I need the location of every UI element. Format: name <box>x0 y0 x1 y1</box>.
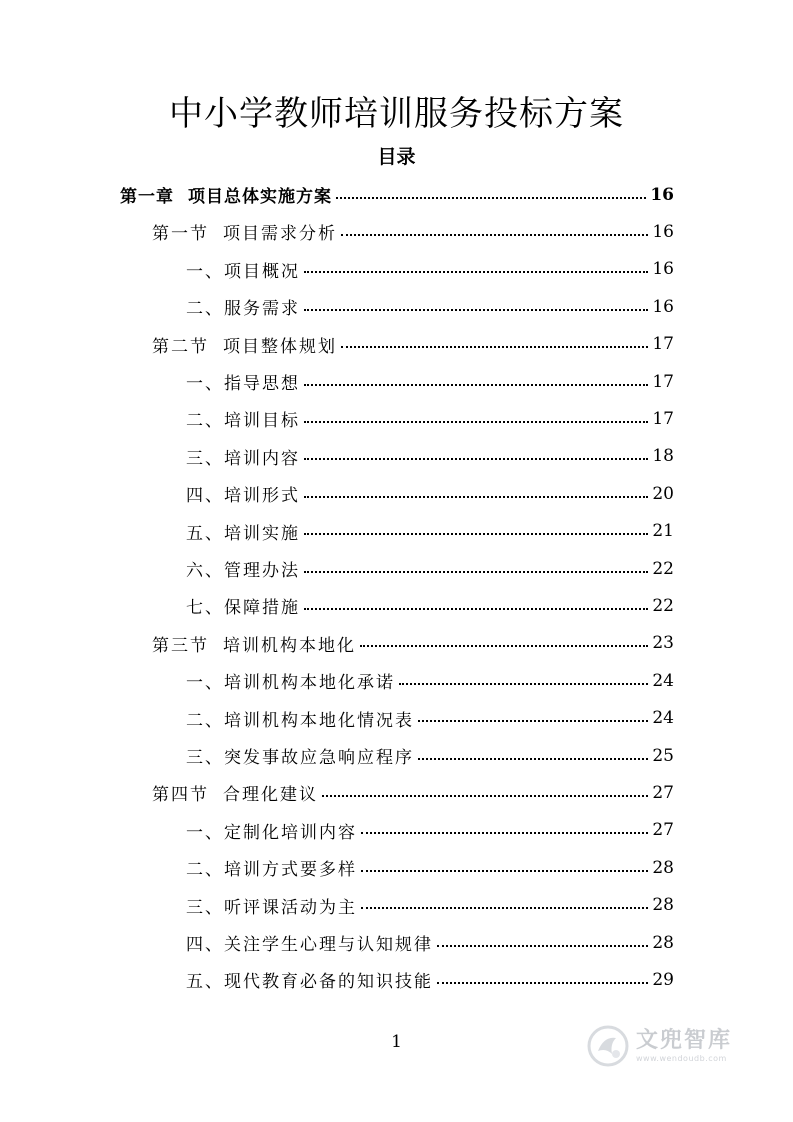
toc-entry-title: 现代教育必备的知识技能 <box>224 972 433 993</box>
toc-entry[interactable] <box>152 625 674 662</box>
toc-entry-label <box>186 818 357 843</box>
toc-page-number: 23 <box>652 633 674 654</box>
toc-entry-prefix: 第一节 <box>152 224 209 245</box>
toc-entry-label <box>152 780 318 805</box>
toc-dot-leader <box>341 346 648 348</box>
toc-entry-label <box>186 855 357 880</box>
watermark-url: www.wendoudb.com <box>636 1054 727 1063</box>
toc-entry[interactable] <box>186 550 674 587</box>
toc-entry-label <box>186 481 300 506</box>
toc-page-number: 16 <box>652 221 674 242</box>
toc-entry-label <box>152 332 337 357</box>
toc-entry-label <box>186 930 433 955</box>
toc-entry-prefix: 二、 <box>186 860 224 881</box>
toc-entry[interactable] <box>120 176 674 213</box>
toc-entry-title: 培训机构本地化承诺 <box>224 673 395 694</box>
watermark <box>586 1019 756 1073</box>
document-title: 中小学教师培训服务投标方案 <box>169 94 624 134</box>
toc-page-number: 16 <box>652 296 674 317</box>
toc-entry-label <box>186 743 414 768</box>
toc-dot-leader <box>437 945 648 947</box>
toc-dot-leader <box>360 645 648 647</box>
toc-page-number: 28 <box>652 857 674 878</box>
toc-entry[interactable] <box>186 400 674 437</box>
toc-heading: 目录 <box>377 146 416 168</box>
toc-entry-prefix: 一、 <box>186 822 224 843</box>
page-number: 1 <box>391 1032 402 1052</box>
toc-entry-label <box>186 406 300 431</box>
toc-entry-label <box>186 556 300 581</box>
toc-page-number: 17 <box>652 371 674 392</box>
wendou-logo-icon <box>586 1024 630 1068</box>
toc-entry-title: 合理化建议 <box>223 785 318 806</box>
toc-page-number: 29 <box>652 969 674 990</box>
toc-entry-label <box>120 182 332 207</box>
toc-page-number: 20 <box>652 483 674 504</box>
toc-entry-prefix: 第四节 <box>152 785 209 806</box>
toc-entry[interactable] <box>186 812 674 849</box>
toc-entry[interactable] <box>186 961 674 998</box>
toc-entry[interactable] <box>186 251 674 288</box>
toc-dot-leader <box>304 309 648 311</box>
toc-entry[interactable] <box>186 288 674 325</box>
watermark-name: 文兜智库 <box>636 1028 733 1053</box>
toc-entry-prefix: 一、 <box>186 673 224 694</box>
toc-page-number: 18 <box>652 446 674 467</box>
toc-entry-prefix: 三、 <box>186 748 224 768</box>
toc-dot-leader <box>418 720 648 722</box>
toc-entry-prefix: 四、 <box>186 935 224 955</box>
toc-entry-label <box>186 444 300 469</box>
toc-dot-leader <box>361 907 648 909</box>
toc-dot-leader <box>336 197 646 199</box>
toc-entry-prefix: 二、 <box>186 411 224 432</box>
toc-entry-title: 指导思想 <box>224 374 300 394</box>
toc-entry-label <box>186 294 300 319</box>
toc-dot-leader <box>304 608 648 610</box>
toc-dot-leader <box>304 496 648 498</box>
toc-entry[interactable] <box>186 475 674 512</box>
toc-entry-prefix: 三、 <box>186 897 224 918</box>
toc-entry-prefix: 六、 <box>186 561 224 581</box>
toc-entry[interactable] <box>152 213 674 250</box>
toc-dot-leader <box>322 795 648 797</box>
toc-entry-label <box>186 668 395 693</box>
toc-dot-leader <box>418 758 648 760</box>
toc-entry-title: 培训内容 <box>224 448 300 469</box>
toc-page-number: 16 <box>652 259 674 280</box>
toc-entry-title: 定制化培训内容 <box>224 822 357 843</box>
toc-dot-leader <box>304 458 648 460</box>
toc-entry[interactable] <box>186 662 674 699</box>
toc-page-number: 27 <box>652 782 674 803</box>
toc-page-number: 24 <box>652 670 674 691</box>
toc-entry-prefix: 一、 <box>186 374 224 394</box>
toc-page-number: 17 <box>652 334 674 355</box>
toc-entry-title: 培训形式 <box>224 486 300 507</box>
toc-page-number: 22 <box>652 595 674 616</box>
toc-entry-title: 项目概况 <box>224 261 300 282</box>
toc-page-number: 16 <box>650 184 674 205</box>
toc-entry-label <box>186 893 357 918</box>
toc-entry-title: 项目整体规划 <box>223 336 337 357</box>
toc-entry[interactable] <box>186 587 674 624</box>
toc-entry-prefix: 二、 <box>186 299 224 320</box>
toc-entry-label <box>186 593 300 618</box>
toc-dot-leader <box>304 384 648 386</box>
toc-entry-label <box>152 631 356 656</box>
toc-page-number: 27 <box>652 820 674 841</box>
toc-entry-prefix: 二、 <box>186 710 224 731</box>
toc-page-number: 24 <box>652 708 674 729</box>
toc-dot-leader <box>304 571 648 573</box>
toc-entry-title: 突发事故应急响应程序 <box>224 748 414 768</box>
toc-entry-title: 项目总体实施方案 <box>188 187 332 207</box>
toc-page-number: 28 <box>652 895 674 916</box>
toc-entry[interactable] <box>186 849 674 886</box>
toc-page-number: 28 <box>652 932 674 953</box>
toc-entry[interactable] <box>186 438 674 475</box>
toc-entry-label <box>186 519 300 544</box>
toc-page-number: 17 <box>652 408 674 429</box>
toc-entry-title: 培训机构本地化情况表 <box>224 710 414 731</box>
toc-entry-title: 培训目标 <box>224 411 300 432</box>
toc-dot-leader <box>304 421 648 423</box>
toc-entry-title: 听评课活动为主 <box>224 897 357 918</box>
toc-page-number: 22 <box>652 558 674 579</box>
toc-entry-title: 培训实施 <box>224 523 300 544</box>
toc-page-number: 25 <box>652 745 674 766</box>
toc-entry-title: 管理办法 <box>224 561 300 581</box>
toc-entry-label <box>186 967 433 992</box>
toc-entry[interactable] <box>186 924 674 961</box>
toc-entry-prefix: 第二节 <box>152 336 209 357</box>
toc-entry-prefix: 四、 <box>186 486 224 507</box>
toc-entry-prefix: 一、 <box>186 261 224 282</box>
toc-dot-leader <box>304 271 648 273</box>
toc-dot-leader <box>399 683 648 685</box>
toc-dot-leader <box>304 533 648 535</box>
toc-dot-leader <box>437 982 648 984</box>
toc-entry-prefix: 五、 <box>186 523 224 544</box>
toc-entry-title: 培训机构本地化 <box>223 635 356 656</box>
toc-entry-title: 培训方式要多样 <box>224 860 357 881</box>
toc-entry-prefix: 七、 <box>186 598 224 619</box>
toc-entry-label <box>152 219 337 244</box>
toc-entry[interactable] <box>186 737 674 774</box>
toc-dot-leader <box>361 832 648 834</box>
toc-entry-prefix: 第一章 <box>120 187 174 207</box>
toc-entry-prefix: 第三节 <box>152 635 209 656</box>
toc-entry-label <box>186 369 300 394</box>
toc-dot-leader <box>341 234 648 236</box>
toc-entry[interactable] <box>152 326 674 363</box>
toc-page-number: 21 <box>652 521 674 542</box>
toc-entry-title: 项目需求分析 <box>223 224 337 245</box>
toc-entry-label <box>186 257 300 282</box>
toc-entry[interactable] <box>152 774 674 811</box>
toc-dot-leader <box>361 870 648 872</box>
toc-entry[interactable] <box>186 363 674 400</box>
toc-entry-title: 服务需求 <box>224 299 300 320</box>
toc-entry[interactable] <box>186 887 674 924</box>
toc-entry[interactable] <box>186 700 674 737</box>
toc-entry-prefix: 五、 <box>186 972 224 993</box>
toc-entry-prefix: 三、 <box>186 448 224 469</box>
toc-entry-title: 关注学生心理与认知规律 <box>224 935 433 955</box>
toc-entry-title: 保障措施 <box>224 598 300 619</box>
toc-entry[interactable] <box>186 513 674 550</box>
toc-entry-label <box>186 706 414 731</box>
